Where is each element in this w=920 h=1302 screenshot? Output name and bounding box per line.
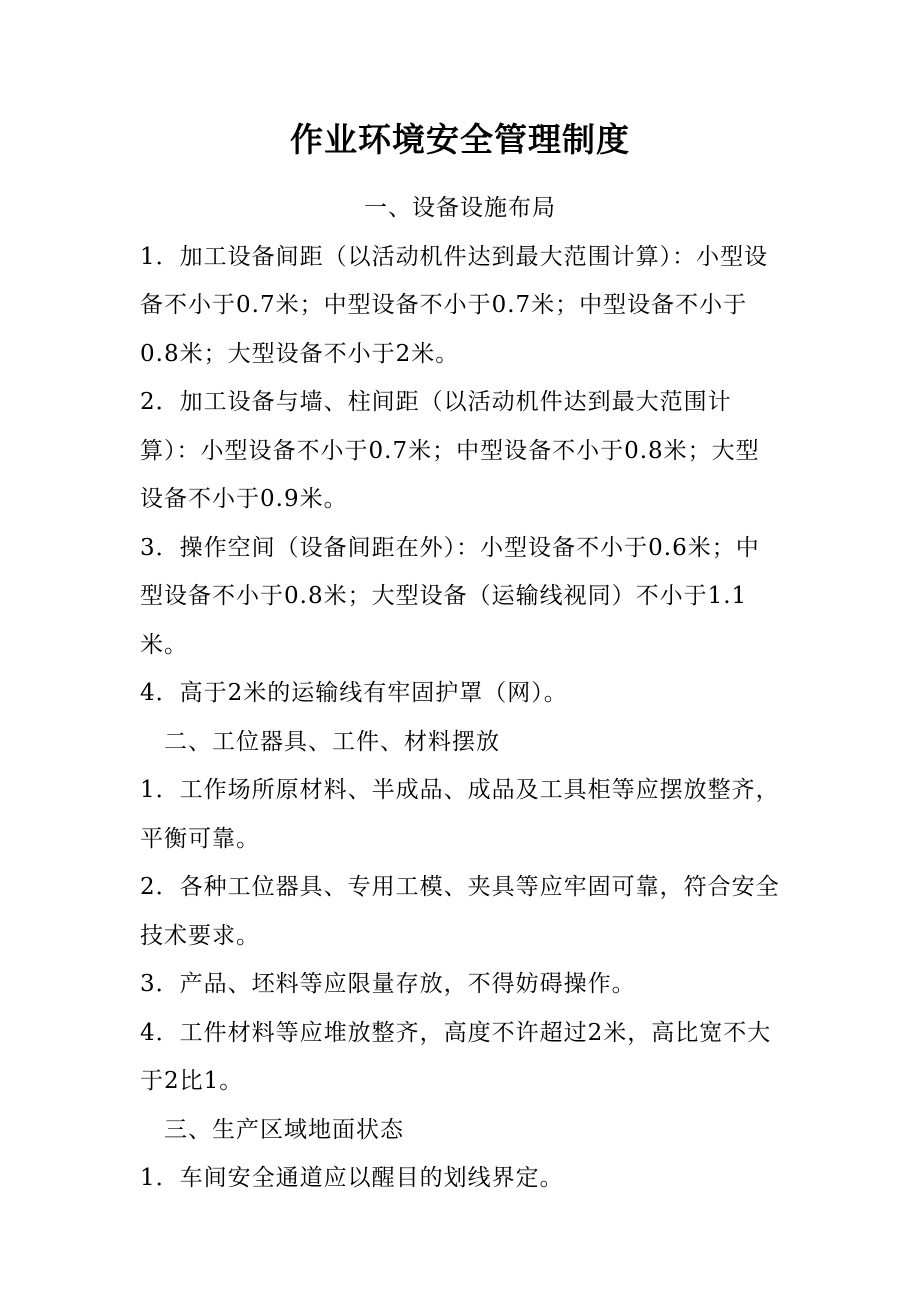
page-title: 作业环境安全管理制度 — [290, 120, 630, 159]
paragraph-item: 1．车间安全通道应以醒目的划线界定。 — [140, 1165, 564, 1191]
paragraph-item: 3．产品、坯料等应限量存放，不得妨碍操作。 — [140, 971, 636, 997]
paragraph-item: 1．工作场所原材料、半成品、成品及工具柜等应摆放整齐，平衡可靠。 — [140, 777, 780, 852]
section-heading-floor-condition: 三、生产区域地面状态 — [164, 1116, 404, 1143]
paragraph-item: 4．工件材料等应堆放整齐，高度不许超过2米，高比宽不大于2比1。 — [140, 1019, 772, 1094]
paragraph-item: 4．高于2米的运输线有牢固护罩（网）。 — [140, 680, 568, 706]
section-heading-equipment-layout: 一、设备设施布局 — [364, 195, 556, 221]
paragraph-item: 2．各种工位器具、专用工模、夹具等应牢固可靠，符合安全技术要求。 — [140, 874, 780, 949]
paragraph-item: 3．操作空间（设备间距在外）：小型设备不小于0.6米；中型设备不小于0.8米；大型设备（运输线视同）不小于1.1米。 — [140, 534, 760, 658]
document-body — [140, 184, 780, 1203]
paragraph-item: 2．加工设备与墙、柱间距（以活动机件达到最大范围计算）：小型设备不小于0.7米；中型设备不小于0.8米；大型设备不小于0.9米。 — [140, 389, 760, 512]
section-heading-workstation-placement: 二、工位器具、工件、材料摆放 — [164, 728, 500, 755]
paragraph-item: 1．加工设备间距（以活动机件达到最大范围计算）：小型设备不小于0.7米；中型设备不小于0.7米；中型设备不小于0.8米；大型设备不小于2米。 — [140, 243, 769, 367]
